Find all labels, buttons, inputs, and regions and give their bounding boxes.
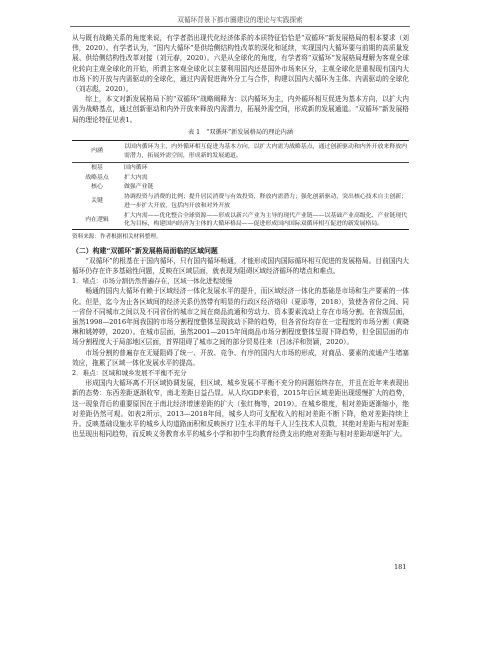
table-row-text: 扩大内需——优化整合全球资源——形成以新兴产业为主导的现代产业链——以基础产业高级化、产业链现代化为目标，构建国内经济为主体的大循环格局——促进形成国内国际双循环相互促进的新发展格局。: [124, 212, 407, 228]
table-row: [72, 193, 409, 211]
theory-table: [72, 140, 409, 230]
table-row-label: 根基: [91, 164, 103, 171]
subheading-blockage: 1．堵点：市场分割仍然普遍存在，区域一体化进程缓慢: [72, 277, 233, 286]
page-number: 181: [394, 563, 407, 571]
header-rule: [70, 26, 410, 27]
table-row-label: 内在逻辑: [85, 216, 109, 223]
table-source-note: 资料来源：作者根据相关材料整理。: [72, 234, 162, 241]
subheading-difficulty: 2．难点：区域和城乡发展不平衡不充分: [72, 368, 187, 377]
table-row: [72, 183, 409, 193]
paragraph-regional-imbalance: 形成国内大循环离不开区域协调发展，但区域、城乡发展不平衡不充分的问题始终存在，并且在近年来表现出新的态势：东西差距逐渐收窄，南北差距日益凸显。从人均GDP来看，2015年后区域差距出现缓慢扩大的趋势，这一现象背后的重要原因在于南北经济增速差距的扩大（张红梅等，2019）。在城乡维度，相对差距逐渐缩小，绝对差距仍然可观。如表2所示，2013—2018年间，城乡人均可支配收入的相对差距不断下降，绝对差距持续上升。反映基础设施水平的城乡人均道路面积和反映医疗卫生水平的每千人卫生技术人员数，其绝对差距与相对差距也呈现出相同趋势，而反映义务教育水平的城乡小学和初中生均教育经费支出的绝对差距与相对差距却逐年扩大。: [72, 379, 409, 439]
body-text: [72, 33, 409, 439]
table-row-text: 做强产业链: [124, 184, 154, 191]
paragraph-summary: 综上，本文对新发展格局下的“双循环”战略阐释为：以内循环为主，内外循环相互促进为基本方向，以扩大内需为战略基点，通过创新驱动和内外开放来释放内需潜力，拓展外需空间，形成新的发展通道。“双循环”新发展格局的理论特征见表1。: [72, 95, 409, 124]
table-row-text: 扩大内需: [124, 174, 148, 181]
paragraph-continued: 从与既有战略关系的角度来说，有学者指出现代化经济体系的本质特征恰恰是“双循环”新发展格局的根本要求（刘伟，2020）。有学者认为，“国内大循环”是供给侧结构性改革的深化和延续，实现国内大循环要与前期的高质量发展、供给侧结构性改革对接（刘元春，2020）。六是从全球化的角度，有学者将“双循环”发展格局理解为客观全球化转向主观全球化的开始，所谓主客观全球化以主要利用国内还是国外市场来区分，主观全球化是重视现有国内大市场下的开放与内需驱动的全球化，通过内需促进海外分工与合作，构建以国内大循环为主体、内需驱动的全球化（刘志彪，2020）。: [72, 34, 409, 94]
table-caption: 表 1 “双循环”新发展格局的理论内涵: [187, 128, 294, 136]
table-row: [72, 173, 409, 183]
table-row: [72, 211, 409, 230]
table-row-text: 国内循环: [124, 164, 148, 171]
paragraph-section-intro: “双循环”的根基在于国内循环，只有国内循环畅通，才能形成国内国际循环相互促进的发展格局。目前国内大循环仍存在许多基础性问题，反映在区域层面，就表现为阻碍区域经济循环的堵点和难点。: [72, 256, 409, 275]
paragraph-market-segmentation: 畅通的国内大循环有赖于区域经济一体化发展水平的提升，而区域经济一体化的基础是市场和生产要素的一体化。但是，迄今为止各区域间的经济关系仍然带有明显的行政区经济烙印（夏添等，2018），致使各省份之间、同一省份不同城市之间以及不同省份的城市之间在商品流通和劳动力、资本要素流动上存在市场分割。在省级层面，虽然1998—2016年间我国的市场分割程度整体呈现波动下降的趋势，但各省份均存在一定程度的市场分割（黄晓琳和姚婷婷，2020）。在城市层面，虽然2001—2015年间商品市场分割程度整体呈现下降趋势，但全国层面的市场分割程度大于局部地区层面，首界阻碍了城市之间的部分贸易往来（吕冰洋和贺颖，2020）。: [72, 287, 409, 347]
table-row-text: 以国内循环为主、内外循环相互促进为基本方向，以扩大内需为战略基点，通过创新驱动和内外开放来释放内需潜力，拓展外需空间，形成新的发展通道。: [122, 141, 409, 163]
table-row-label: 内涵: [72, 141, 122, 163]
table-row-label: 关键: [91, 198, 103, 205]
table-row-label: 战略基点: [85, 174, 109, 181]
paragraph-market-impact: 市场分割的普遍存在无疑阻碍了统一、开放、竞争、有序的国内大市场的形成，对商品、要素的流通产生堵塞效应，拖累了区域一体化发展水平的提高。: [72, 348, 409, 367]
table-row: [72, 163, 409, 173]
table-row-label: 核心: [91, 184, 103, 191]
running-head: 双循环背景下都市圈建设的理论与实践探索: [177, 16, 303, 24]
table-row: [72, 141, 409, 163]
table-row-text: 协调投资与消费的比例；提升居民消费与有效投资，释放内需潜力；强化创新驱动，突出核心技术自主创新；进一步扩大开放，包括内开放和对外开放: [124, 194, 407, 209]
section-heading: （二）构建“双循环”新发展格局面临的区域问题: [72, 246, 218, 255]
